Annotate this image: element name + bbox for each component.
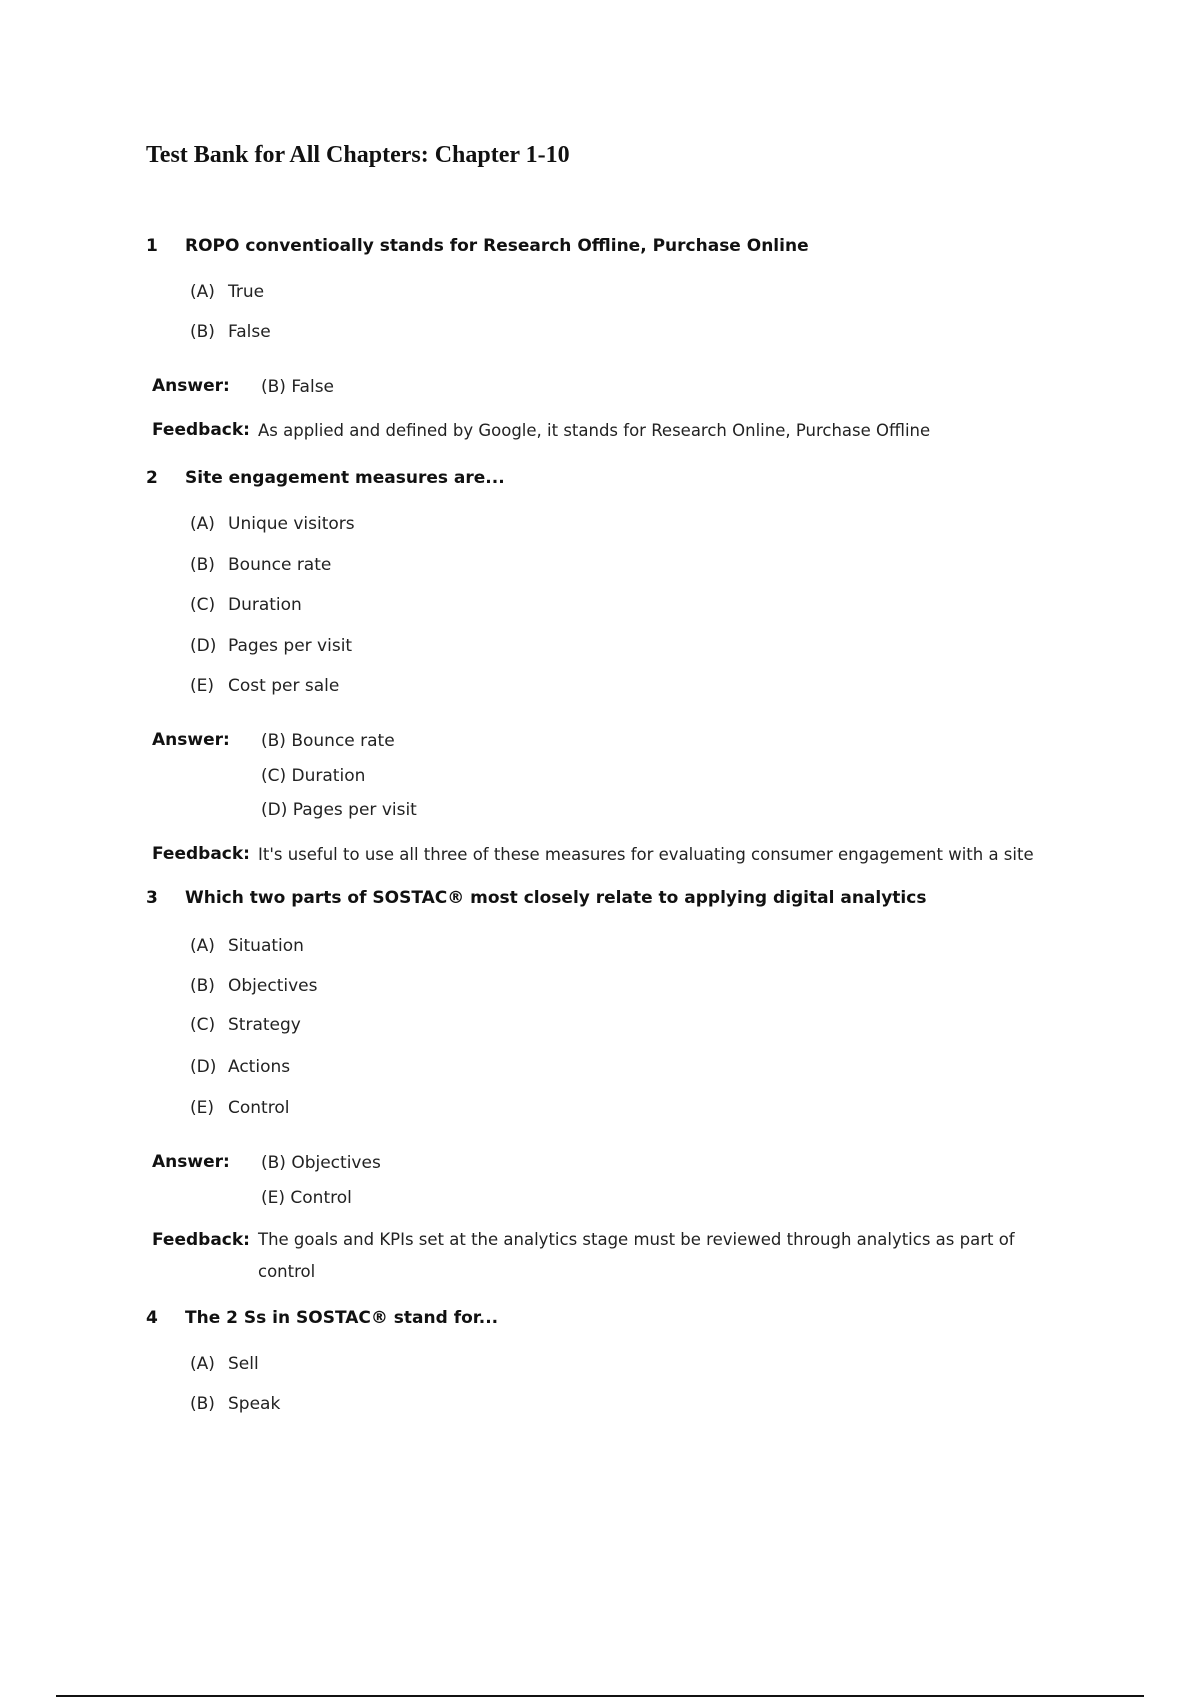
answer-value: (B) Objectives [261,1153,381,1173]
option-text: Situation [228,936,304,956]
answer-label: Answer: [152,730,230,750]
question-text: The 2 Ss in SOSTAC® stand for... [185,1308,499,1328]
option-text: Strategy [228,1015,301,1035]
option-letter: (E) [190,676,215,696]
option-item [190,1015,301,1035]
option-item [190,282,264,302]
option-letter: (D) [190,636,217,656]
option-item [190,595,302,615]
option-text: Actions [228,1057,291,1077]
option-item [190,976,317,996]
question-number: 2 [146,468,158,488]
question-number: 4 [146,1308,158,1328]
option-text: Pages per visit [228,636,353,656]
answer-value: (B) Bounce rate [261,731,395,751]
question-number: 1 [146,236,158,256]
feedback-label: Feedback: [152,1230,250,1250]
answer-value: (C) Duration [261,766,366,786]
option-letter: (E) [190,1098,215,1118]
option-letter: (A) [190,282,215,302]
option-text: Unique visitors [228,514,355,534]
answer-value: (D) Pages per visit [261,800,417,820]
option-letter: (A) [190,1354,215,1374]
feedback-text: As applied and defined by Google, it stands for Research Online, Purchase Offline [258,421,931,440]
option-item [190,322,271,342]
option-letter: (A) [190,514,215,534]
option-text: Cost per sale [228,676,340,696]
answer-value: (B) False [261,377,335,397]
option-item [190,1354,259,1374]
option-text: Bounce rate [228,555,332,575]
answer-label: Answer: [152,1152,230,1172]
option-item [190,1394,280,1414]
page-title: Test Bank for All Chapters: Chapter 1-10 [146,142,570,168]
option-item [190,1098,289,1118]
option-item [190,636,352,656]
option-text: Control [228,1098,290,1118]
option-item [190,514,355,534]
option-item [190,676,339,696]
option-text: Sell [228,1354,259,1374]
answer-label: Answer: [152,376,230,396]
feedback-label: Feedback: [152,844,250,864]
option-letter: (B) [190,322,215,342]
answer-value: (E) Control [261,1188,352,1208]
option-text: False [228,322,271,342]
option-item [190,555,331,575]
question-text: Site engagement measures are... [185,468,505,488]
option-letter: (B) [190,1394,215,1414]
option-letter: (C) [190,595,216,615]
feedback-label: Feedback: [152,420,250,440]
option-letter: (A) [190,936,215,956]
option-text: Objectives [228,976,318,996]
option-item [190,936,304,956]
option-letter: (D) [190,1057,217,1077]
footer-rule [56,1695,1144,1697]
option-letter: (C) [190,1015,216,1035]
option-letter: (B) [190,976,215,996]
feedback-text: It's useful to use all three of these measures for evaluating consumer engagement with a site [258,845,1034,864]
feedback-text: The goals and KPIs set at the analytics stage must be reviewed through analytics as part of control [258,1230,1015,1281]
option-text: Duration [228,595,302,615]
option-item [190,1057,290,1077]
question-number: 3 [146,888,158,908]
option-text: True [228,282,265,302]
question-text: Which two parts of SOSTAC® most closely relate to applying digital analytics [185,888,927,908]
option-text: Speak [228,1394,281,1414]
question-text: ROPO conventioally stands for Research Offline, Purchase Online [185,236,809,256]
option-letter: (B) [190,555,215,575]
